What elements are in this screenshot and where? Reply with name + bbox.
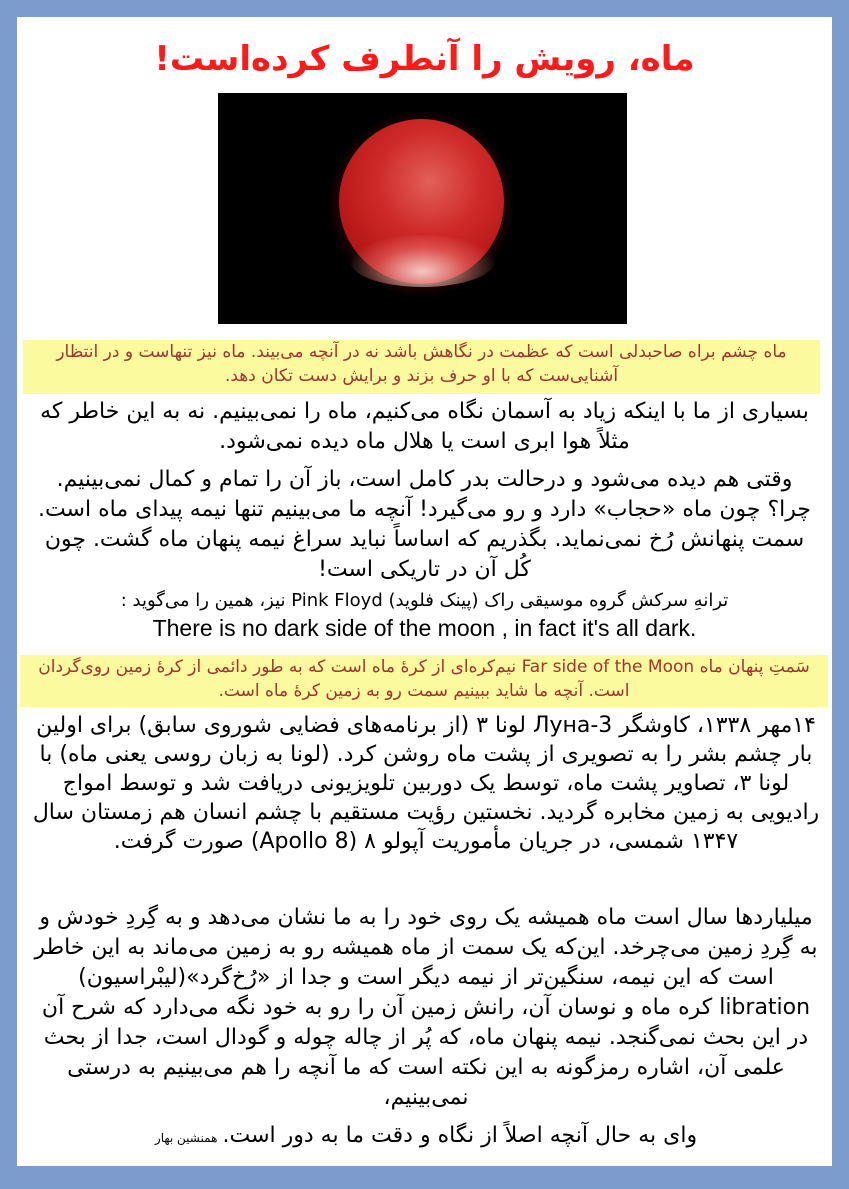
paragraph-1: بسیاری از ما با اینکه زیاد به آسمان نگاه می‌کنیم، ماه را نمی‌بینیم. نه به این خاطر که مثلاً هوا ابری است یا هلال ماه دیده نمی‌شود. xyxy=(40,399,809,454)
signature: همنشین بهار xyxy=(154,1131,218,1145)
paragraph-5: میلیاردها سال است ماه همیشه یک روی خود را به ما نشان می‌دهد و به گِردِ خودش و به گِردِ زمین می‌چرخد. این‌که یک سمت از ماه همیشه رو به زمین می‌ماند به این خاطر است که این نیمه، سنگین‌تر از نیمه دیگر است و جدا از «رُخ‌گرد»(لیبْراسیون) libration کره ماه و نوسان آن، رانش زمین آن را رو به خود نگه می‌دارد که شرح آن در این بحث نمی‌گنجد. نیمه پنهان ماه، که پُر از چاله چوله و گودال است، جدا از بحث علمی آن، اشاره رمزگونه به این نکته است که ما آنچه را هم می‌بینیم به درستی نمی‌بینیم، xyxy=(34,905,818,1110)
paragraph-4: ۱۴مهر ۱۳۳۸، کاوشگر Луна-3 لونا ۳ (از برنامه‌های فضایی شوروی سابق) برای اولین بار چشم بشر را به تصویری از پشت ماه روشن کرد. (لونا به زبان روسی یعنی ماه) با لونا ۳، تصاویر پشت ماه، توسط یک دوربین تلویزیونی دریافت شد و توسط امواج رادیویی به زمین مخابره گردید. نخستین رؤیت مستقیم با چشم انسان هم زمستان سال ۱۳۴۷ شمسی، در جریان مأموریت آپولو ۸ (Apollo 8) صورت گرفت. xyxy=(32,713,820,854)
closing-line xyxy=(31,1123,821,1148)
paragraph-6: وای به حال آنچه اصلاً از نگاه و دقت ما به دور است. xyxy=(222,1123,698,1148)
blood-moon-image xyxy=(218,93,627,324)
paragraph-3: ترانهِ سرکش گروه موسیقی راک (پینک فلوید) Pink Floyd نیز، همین را می‌گوید : xyxy=(120,590,729,611)
page-title: ماه، رویش را آنطرف کرده‌است! xyxy=(154,39,695,79)
moon-shine xyxy=(350,235,495,287)
highlight-far-side: سَمتِ پنهان ماه Far side of the Moon نیم‌کره‌ای از کرهٔ ماه است که به طور دائمی از کرهٔ زمین روی‌گردان است. آنچه ما شاید ببینیم سمت رو به زمین کرهٔ ماه است. xyxy=(20,655,828,707)
highlight-intro: ماه چشم براه صاحبدلی است که عظمت در نگاهش باشد نه در آنچه می‌بیند. ماه نیز تنهاست و در انتظار آشنایی‌ست که با او حرف بزند و برایش دست تکان دهد. xyxy=(23,340,820,394)
paragraph-2: وقتی هم دیده می‌شود و درحالت بدر کامل است، باز آن را تمام و کمال نمی‌بینیم. چرا؟ چون ماه «حجاب» دارد و رو می‌گیرد! آنچه ما می‌بینیم تنها نیمه پیدای ماه است. سمت پنهانش رُخ نمی‌نماید. بگذریم که اساساً نباید سراغ نیمه پنهان ماه گشت. چون کُل آن در تاریکی است! xyxy=(37,467,812,582)
pink-floyd-quote: There is no dark side of the moon , in fact it's all dark. xyxy=(152,615,697,641)
article-page xyxy=(17,17,832,1166)
